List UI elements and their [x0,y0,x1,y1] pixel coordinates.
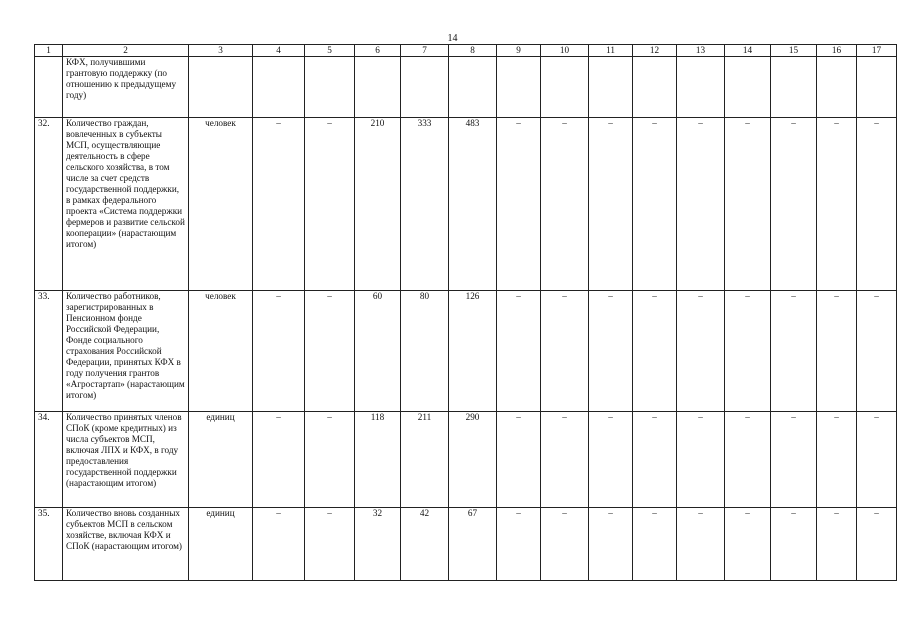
value-cell: 211 [401,412,449,508]
value-cell [355,57,401,118]
value-cell [253,57,305,118]
value-cell: – [677,118,725,291]
table-row [35,118,897,291]
value-cell: 126 [449,291,497,412]
value-cell: 210 [355,118,401,291]
value-cell [677,57,725,118]
unit-cell: единиц [189,508,253,581]
column-header: 10 [541,45,589,57]
column-header: 17 [857,45,897,57]
value-cell: – [305,118,355,291]
page-number: 14 [447,33,458,44]
unit-cell: единиц [189,412,253,508]
value-cell: – [305,412,355,508]
value-cell: – [857,291,897,412]
indicator-name: Количество вновь созданных субъектов МСП в сельском хозяйстве, включая КФХ и СПоК (нарастающим итогом) [63,508,189,581]
indicator-name: КФХ, получившими грантовую поддержку (по отношению к предыдущему году) [63,57,189,118]
value-cell: – [541,508,589,581]
column-header: 8 [449,45,497,57]
value-cell: 118 [355,412,401,508]
value-cell: – [633,118,677,291]
value-cell [771,57,817,118]
value-cell [449,57,497,118]
column-header: 9 [497,45,541,57]
row-number: 32. [35,118,63,291]
value-cell: – [589,291,633,412]
value-cell: – [497,508,541,581]
value-cell: – [817,118,857,291]
column-header: 16 [817,45,857,57]
column-header: 4 [253,45,305,57]
column-header: 1 [35,45,63,57]
unit-cell [189,57,253,118]
value-cell [589,57,633,118]
value-cell: – [725,412,771,508]
value-cell: – [633,291,677,412]
column-header: 5 [305,45,355,57]
value-cell: – [677,508,725,581]
value-cell: – [677,291,725,412]
value-cell: – [725,118,771,291]
column-header: 7 [401,45,449,57]
value-cell: – [771,118,817,291]
table-row [35,412,897,508]
value-cell: – [633,508,677,581]
value-cell: – [541,291,589,412]
value-cell: – [253,291,305,412]
value-cell: – [857,118,897,291]
unit-cell: человек [189,291,253,412]
column-header: 6 [355,45,401,57]
value-cell: – [541,412,589,508]
value-cell: – [857,412,897,508]
value-cell: – [497,291,541,412]
value-cell: – [497,412,541,508]
value-cell: 80 [401,291,449,412]
value-cell: – [771,508,817,581]
value-cell: – [253,508,305,581]
value-cell: – [857,508,897,581]
value-cell: – [725,508,771,581]
column-header: 13 [677,45,725,57]
value-cell: – [725,291,771,412]
value-cell: – [589,118,633,291]
value-cell: 67 [449,508,497,581]
table-row [35,57,897,118]
value-cell [305,57,355,118]
value-cell [401,57,449,118]
value-cell [633,57,677,118]
value-cell: – [817,508,857,581]
value-cell: – [589,508,633,581]
value-cell: – [305,508,355,581]
value-cell: – [305,291,355,412]
row-number [35,57,63,118]
value-cell: 60 [355,291,401,412]
indicator-name: Количество принятых членов СПоК (кроме кредитных) из числа субъектов МСП, включая ЛПХ и КФХ, в году предоставления государственной поддержки (нарастающим итогом) [63,412,189,508]
value-cell: 32 [355,508,401,581]
value-cell: – [771,291,817,412]
unit-cell: человек [189,118,253,291]
value-cell [497,57,541,118]
value-cell: – [589,412,633,508]
column-header: 11 [589,45,633,57]
row-number: 35. [35,508,63,581]
column-header: 15 [771,45,817,57]
value-cell [817,57,857,118]
value-cell: 290 [449,412,497,508]
value-cell: 42 [401,508,449,581]
row-number: 34. [35,412,63,508]
value-cell: – [771,412,817,508]
column-header: 3 [189,45,253,57]
value-cell: – [541,118,589,291]
value-cell: 483 [449,118,497,291]
value-cell [857,57,897,118]
column-header: 2 [63,45,189,57]
column-header: 12 [633,45,677,57]
indicator-name: Количество граждан, вовлеченных в субъекты МСП, осуществляющие деятельность в сфере сельского хозяйства, в том числе за счет средств государственной поддержки, в рамках федерального проекта «Система поддержки фермеров и развитие сельской кооперации» (нарастающим итогом) [63,118,189,291]
column-header: 14 [725,45,771,57]
value-cell: – [253,118,305,291]
indicator-name: Количество работников, зарегистрированных в Пенсионном фонде Российской Федерации, Фонде социального страхования Российской Федерации, принятых КФХ в году получения грантов «Агростартап» (нарастающим итогом) [63,291,189,412]
value-cell [725,57,771,118]
value-cell: – [677,412,725,508]
value-cell [541,57,589,118]
value-cell: 333 [401,118,449,291]
value-cell: – [253,412,305,508]
value-cell: – [817,291,857,412]
table-row [35,291,897,412]
value-cell: – [817,412,857,508]
column-number-row [35,45,897,57]
indicators-table [34,44,897,581]
value-cell: – [633,412,677,508]
value-cell: – [497,118,541,291]
row-number: 33. [35,291,63,412]
table-row [35,508,897,581]
